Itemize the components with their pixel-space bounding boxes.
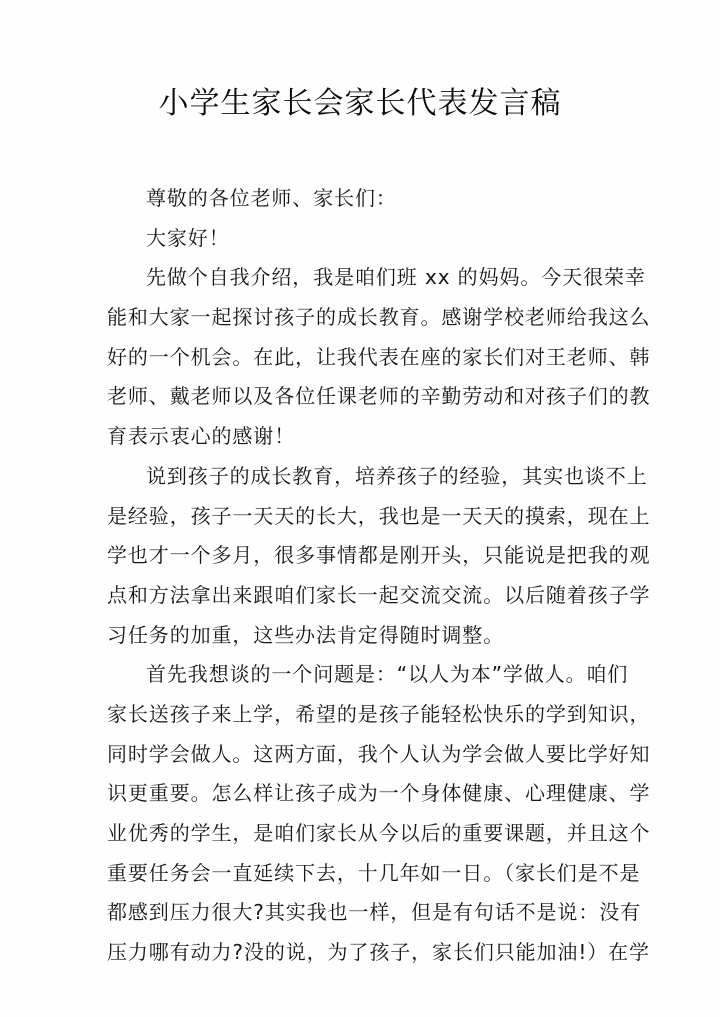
paragraph-line: 先做个自我介绍，我是咱们班 xx 的妈妈。今天很荣幸 xyxy=(146,265,646,290)
document-title: 小学生家长会家长代表发言稿 xyxy=(158,86,562,121)
salutation-line: 尊敬的各位老师、家长们： xyxy=(146,186,397,210)
greeting-line: 大家好！ xyxy=(146,225,230,250)
paragraph-line: 学也才一个多月，很多事情都是刚开头，只能说是把我的观 xyxy=(107,543,651,568)
paragraph-line: 说到孩子的成长教育，培养孩子的经验，其实也谈不上 xyxy=(146,463,648,488)
paragraph-line: 是经验，孩子一天天的长大，我也是一天天的摸索，现在上 xyxy=(107,503,651,528)
paragraph-line: 压力哪有动力?没的说，为了孩子，家长们只能加油!）在学 xyxy=(107,940,650,965)
paragraph-line: 业优秀的学生，是咱们家长从今以后的重要课题，并且这个 xyxy=(107,821,651,845)
paragraph-line: 同时学会做人。这两方面，我个人认为学会做人要比学好知 xyxy=(107,741,651,766)
paragraph-line: 家长送孩子来上学，希望的是孩子能轻松快乐的学到知识， xyxy=(107,701,651,726)
paragraph-line: 都感到压力很大?其实我也一样，但是有句话不是说：没有 xyxy=(107,900,642,925)
paragraph-line: 习任务的加重，这些办法肯定得随时调整。 xyxy=(107,622,505,647)
paragraph-line: 能和大家一起探讨孩子的成长教育。感谢学校老师给我这么 xyxy=(107,305,651,330)
paragraph-line: 识更重要。怎么样让孩子成为一个身体健康、心理健康、学 xyxy=(107,781,651,806)
paragraph-line: 好的一个机会。在此，让我代表在座的家长们对王老师、韩 xyxy=(107,344,651,369)
paragraph-line: 重要任务会一直延续下去，十几年如一日。（家长们是不是 xyxy=(107,860,641,885)
paragraph-line: 育表示衷心的感谢！ xyxy=(107,424,296,449)
paragraph-line: 首先我想谈的一个问题是：“以人为本”学做人。咱们 xyxy=(146,662,629,687)
paragraph-line: 点和方法拿出来跟咱们家长一起交流交流。以后随着孩子学 xyxy=(107,582,651,607)
paragraph-line: 老师、戴老师以及各位任课老师的辛勤劳动和对孩子们的教 xyxy=(107,384,651,409)
document-body xyxy=(107,179,651,973)
